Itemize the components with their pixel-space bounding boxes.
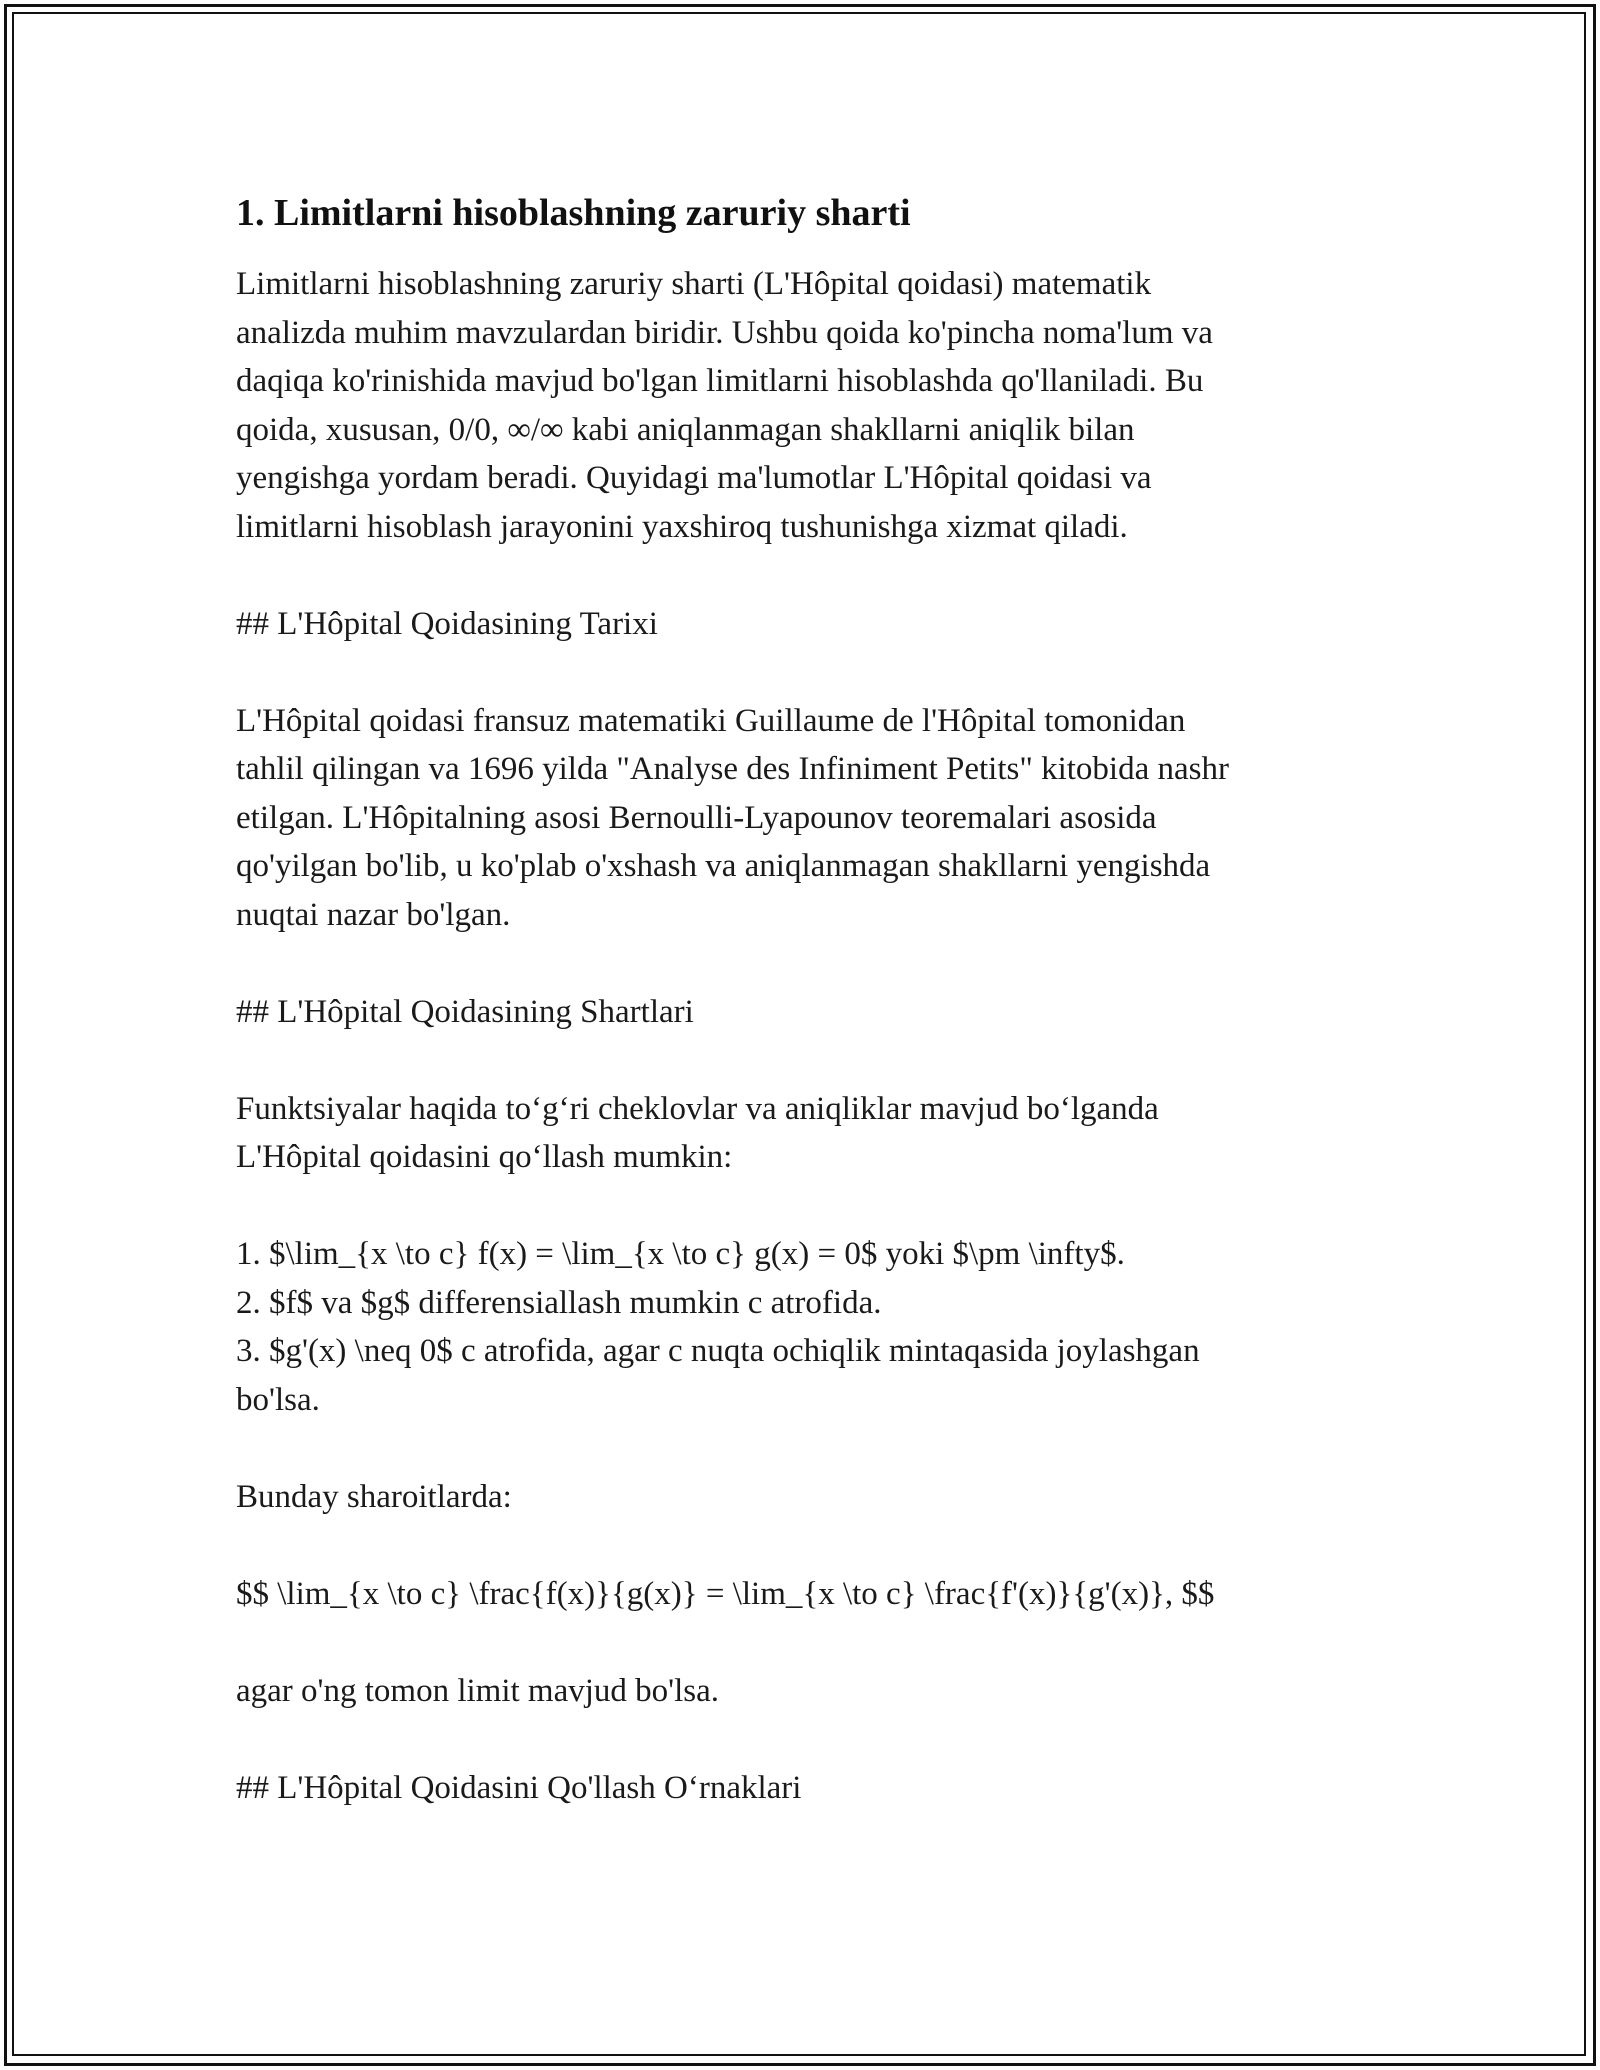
- history-paragraph: L'Hôpital qoidasi fransuz matematiki Guillaume de l'Hôpital tomonidan tahlil qilingan va 1696 yilda "Analyse des Infiniment Petits" kitobida nashr etilgan. L'Hôpitalning asosi Bernoulli-Lyapounov teoremalari asosida qo'yilgan bo'lib, u ko'plab o'xshash va aniqlanmagan shakllarni yengishda nuqtai nazar bo'lgan.: [236, 702, 1229, 933]
- spacer: [236, 551, 1366, 600]
- spacer: [236, 1036, 1366, 1085]
- spacer: [236, 1715, 1366, 1764]
- section-heading-examples: ## L'Hôpital Qoidasini Qo'llash Oʻrnaklari: [236, 1769, 802, 1806]
- spacer: [236, 1618, 1366, 1667]
- section-heading-conditions: ## L'Hôpital Qoidasining Shartlari: [236, 993, 694, 1030]
- document-title: 1. Limitlarni hisoblashning zaruriy sharti: [236, 192, 911, 234]
- document-body: [236, 186, 1366, 1812]
- spacer: [236, 1182, 1366, 1231]
- conditions-intro-paragraph: Funktsiyalar haqida toʻgʻri cheklovlar va aniqliklar mavjud boʻlganda L'Hôpital qoidasini qoʻllash mumkin:: [236, 1090, 1159, 1175]
- intro-paragraph: Limitlarni hisoblashning zaruriy sharti (L'Hôpital qoidasi) matematik analizda muhim mavzulardan biridir. Ushbu qoida ko'pincha noma'lum va daqiqa ko'rinishida mavjud bo'lgan limitlarni hisoblashda qo'llaniladi. Bu qoida, xususan, 0/0, ∞/∞ kabi aniqlanmagan shakllarni aniqlik bilan yengishga yordam beradi. Quyidagi ma'lumotlar L'Hôpital qoidasi va limitlarni hisoblash jarayonini yaxshiroq tushunishga xizmat qiladi.: [236, 266, 1213, 545]
- spacer: [236, 1521, 1366, 1570]
- formula-line: $$ \lim_{x \to c} \frac{f(x)}{g(x)} = \lim_{x \to c} \frac{f'(x)}{g'(x)}, $$: [236, 1575, 1215, 1612]
- under-conditions-text: Bunday sharoitlarda:: [236, 1478, 512, 1515]
- spacer: [236, 648, 1366, 697]
- formula-condition-text: agar o'ng tomon limit mavjud bo'lsa.: [236, 1672, 719, 1709]
- section-heading-history: ## L'Hôpital Qoidasining Tarixi: [236, 605, 658, 642]
- spacer: [236, 939, 1366, 988]
- spacer: [236, 1424, 1366, 1473]
- conditions-list: 1. $\lim_{x \to c} f(x) = \lim_{x \to c} g(x) = 0$ yoki $\pm \infty$. 2. $f$ va $g$ differensiallash mumkin c atrofida. 3. $g'(x) \neq 0$ c atrofida, agar c nuqta ochiqlik mintaqasida joylashgan bo'lsa.: [236, 1236, 1200, 1418]
